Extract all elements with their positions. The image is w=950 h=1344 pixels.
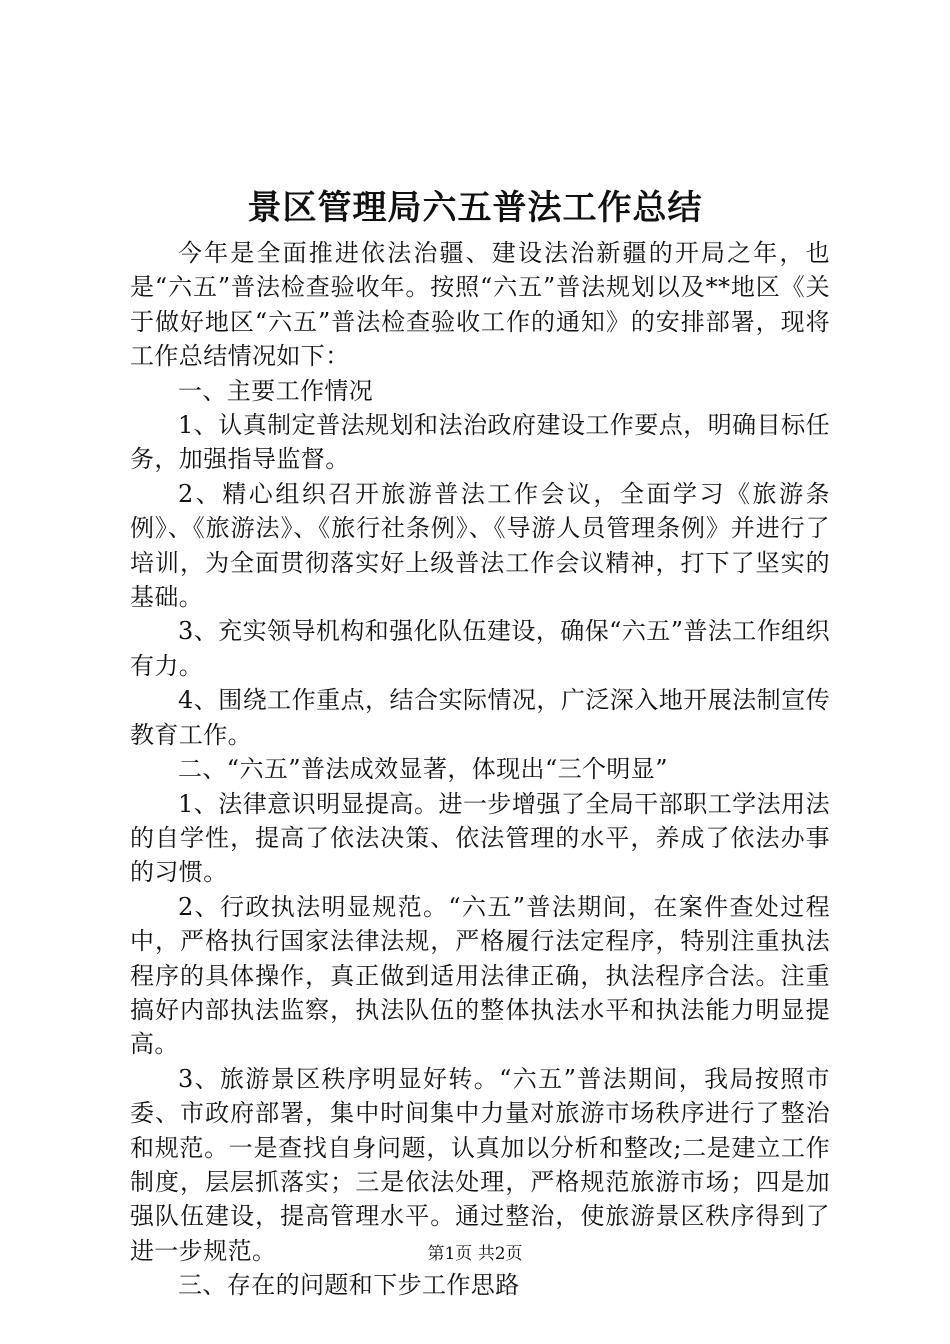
paragraph-intro: 今年是全面推进依法治疆、建设法治新疆的开局之年，也是“六五”普法检查验收年。按照“六五”普法规划以及**地区《关于做好地区“六五”普法检查验收工作的通知》的安排部署，现将工作总结情况如下：	[130, 239, 830, 371]
paragraph-item: 2、行政执法明显规范。“六五”普法期间，在案件查处过程中，严格执行国家法律法规，严格履行法定程序，特别注重执法程序的具体操作，真正做到适用法律正确，执法程序合法。注重搞好内部执法监察，执法队伍的整体执法水平和执法能力明显提高。	[130, 892, 830, 1059]
paragraph-item: 4、围绕工作重点，结合实际情况，广泛深入地开展法制宣传教育工作。	[130, 686, 830, 749]
section-heading-1: 一、主要工作情况	[178, 376, 374, 405]
paragraph-item: 3、旅游景区秩序明显好转。“六五”普法期间，我局按照市委、市政府部署，集中时间集中力量对旅游市场秩序进行了整治和规范。一是查找自身问题，认真加以分析和整改;二是建立工作制度，层层抓落实；三是依法处理，严格规范旅游市场；四是加强队伍建设，提高管理水平。通过整治，使旅游景区秩序得到了进一步规范。	[130, 1064, 830, 1265]
page-number-footer: 第1页 共2页	[427, 1244, 523, 1264]
paragraph-item: 2、精心组织召开旅游普法工作会议，全面学习《旅游条例》、《旅游法》、《旅行社条例》、《导游人员管理条例》并进行了培训，为全面贯彻落实好上级普法工作会议精神，打下了坚实的基础。	[130, 479, 830, 612]
paragraph-item: 1、认真制定普法规划和法治政府建设工作要点，明确目标任务，加强指导监督。	[130, 411, 830, 474]
document-title: 景区管理局六五普法工作总结	[247, 188, 703, 228]
document-body	[130, 236, 830, 1303]
paragraph-item: 1、法律意识明显提高。进一步增强了全局干部职工学法用法的自学性，提高了依法决策、依法管理的水平，养成了依法办事的习惯。	[130, 789, 830, 887]
section-heading-2: 二、“六五”普法成效显著，体现出“三个明显”	[178, 755, 668, 784]
paragraph-item: 3、充实领导机构和强化队伍建设，确保“六五”普法工作组织有力。	[130, 617, 830, 680]
section-heading-3: 三、存在的问题和下步工作思路	[178, 1271, 520, 1300]
